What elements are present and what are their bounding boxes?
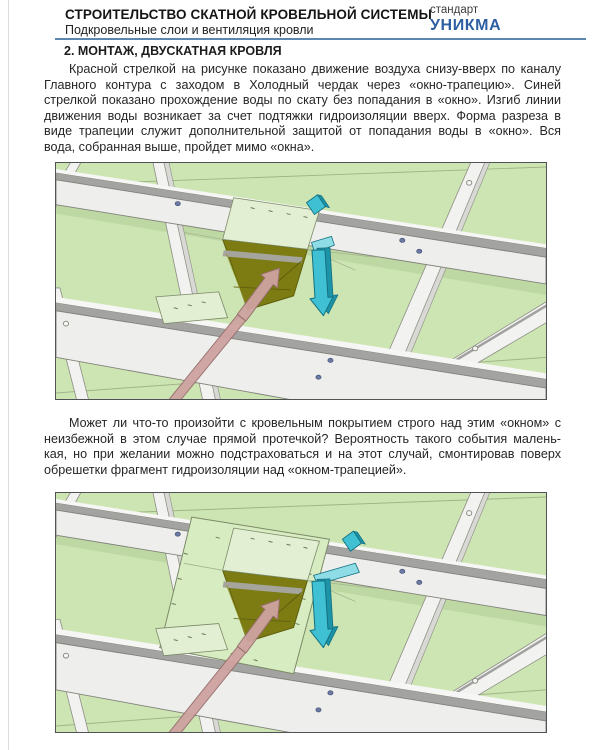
paragraph-line: Красной стрелкой на рисунке показано движение воздуха снизу-вверх по каналу — [69, 62, 561, 76]
header-rule — [55, 38, 586, 40]
roof-illustration — [56, 493, 546, 732]
paragraph-1 — [44, 62, 561, 155]
unikma-logo — [430, 4, 501, 34]
paragraph-line: Может ли что-то произойти с кровельным покрытием строго над этим «окном» с — [69, 416, 561, 430]
paragraph-line: кая, но при желании можно подстраховаться и на этот случай, смонтировав поверх — [44, 447, 561, 461]
lower-flap — [156, 624, 228, 656]
page-edge-line — [8, 0, 9, 750]
figure-roof-window-airflow — [55, 162, 547, 400]
roof-illustration — [56, 163, 546, 399]
paragraph-line: вода, собранная выше, пройдет мимо «окна». — [44, 139, 315, 154]
paragraph-line: виде трапеции служит дополнительной защитой от попадания воды в «окно». Вся — [44, 124, 561, 138]
paragraph-line: обрешетки фрагмент гидроизоляции над «окном-трапецией». — [44, 462, 407, 477]
paragraph-2 — [44, 416, 561, 478]
section-heading: 2. МОНТАЖ, ДВУСКАТНАЯ КРОВЛЯ — [64, 44, 282, 58]
paragraph-line: движения воды возникает за счет подтяжки гидроизоляции вверх. Форма разреза в — [44, 108, 561, 123]
logo-unikma-text: УНИКМА — [430, 17, 502, 34]
header-title: СТРОИТЕЛЬСТВО СКАТНОЙ КРОВЕЛЬНОЙ СИСТЕМЫ — [65, 7, 432, 22]
figure-roof-window-patch — [55, 492, 547, 733]
paragraph-line: неизбежной в этом случае прямой протечкой? Вероятность такого события малень- — [44, 431, 561, 446]
paragraph-line: стрелкой показано прохождение воды по скату без попадания в «окно». Изгиб линии — [44, 93, 561, 107]
logo-standart-text: стандарт — [430, 4, 479, 16]
lower-flap — [156, 292, 228, 324]
paragraph-line: Главного контура с заходом в Холодный чердак через «окно-трапецию». Синей — [44, 77, 561, 92]
header-subtitle: Подкровельные слои и вентиляция кровли — [65, 23, 314, 37]
